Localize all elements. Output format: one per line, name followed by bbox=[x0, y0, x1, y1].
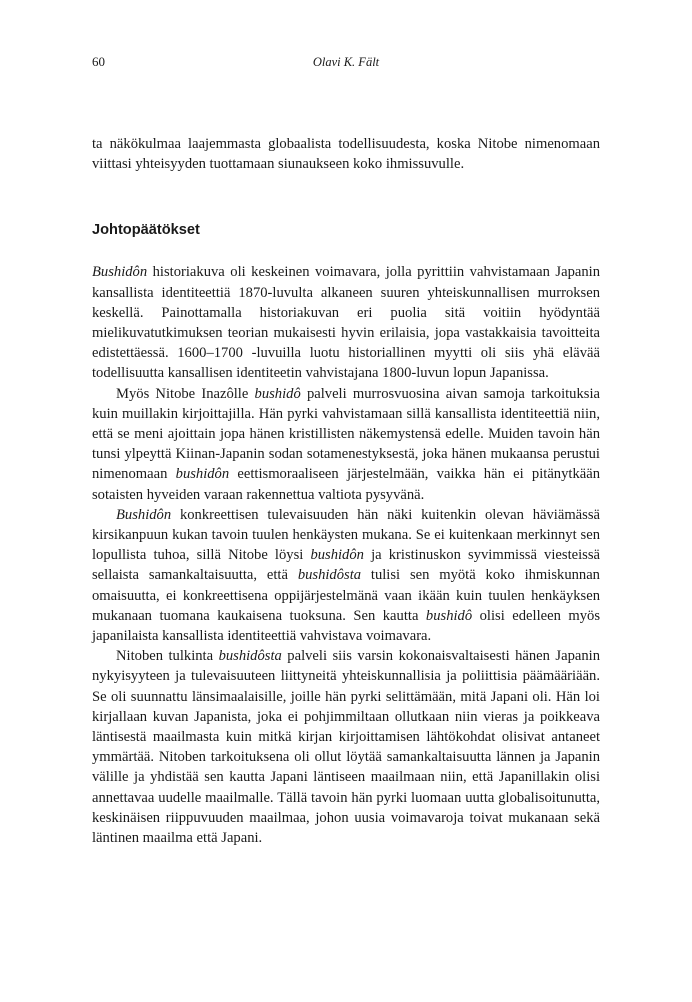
paragraph-2-text-b: palveli murrosvuosina aivan samoja tarkoituksia kuin muillakin kirjoittajilla. Hän pyrki vahvistamaan sillä kansallista identiteettiä niin, että se meni ajoittain jopa hänen kristillisten näkemystensä edelle. Muiden tavoin hän tunsi ylpeyttä Kiinan-Japanin sodan sotamenestyksestä, joka hänen mukaansa perustui nimenomaan bbox=[92, 385, 600, 483]
term-bushido: bushidô bbox=[254, 385, 301, 402]
paragraph-1-text: historiakuva oli keskeinen voimavara, jolla pyrittiin vahvistamaan Japanin kansallista identiteettiä 1870-luvulta alkaneen suuren yhteiskunnallisen murroksen keskellä. Painottamalla historiakuvan eri puolia sitä voitiin hyödyntää mielikuvatutkimuksen teorian mukaisesti hyvin erilaisia, jopa vastakkaisia tavoitteita edistettäessä. 1600–1700 -luvuilla luotu historiallinen myytti oli siis yhä elävää todellisuutta kansallisen identiteetin vahvistajana 1800-luvun lopun Japanissa. bbox=[92, 264, 600, 382]
page-number: 60 bbox=[92, 54, 105, 69]
paragraph-4 bbox=[92, 646, 600, 848]
paragraph-4-text-b: palveli siis varsin kokonaisvaltaisesti hänen Japanin nykyisyyteen ja tulevaisuuteen liittyneitä yhteiskunnallisia ja poliittisia päämääriään. Se oli suunnattu länsimaalaisille, joille hän pyrki selittämään, mitä Japani oli. Hän loi kirjallaan kuvan Japanista, joka ei pohjimmiltaan ollutkaan niin vieras ja poikkeava läntisestä maailmasta kuin mitkä kirjan kirjoittamisen lähtökohdat olisivat antaneet ymmärtää. Nitoben tarkoituksena oli ollut löytää samankaltaisuutta lännen ja Japanin välille ja yhdistää sen kautta Japani läntiseen maailmaan niin, että Japanillakin olisi annettavaa uudelle maailmalle. Tällä tavoin hän pyrki luomaan uutta globalisoitunutta, keskinäisen riippuvuuden maailmaa, johon uusia voimavaroja toivat mukanaan sekä läntinen maailma että Japani. bbox=[92, 648, 600, 847]
body-text bbox=[92, 134, 600, 848]
term-bushidon: bushidôn bbox=[175, 466, 230, 483]
paragraph-3-text-b: ja kristinuskon syvimmissä viesteissä sellaista samankaltaisuutta, että bbox=[92, 547, 600, 584]
term-bushidon: Bushidôn bbox=[92, 264, 148, 281]
paragraph-2-text-a: Myös Nitobe Inazôlle bbox=[116, 385, 255, 402]
paragraph-4-text-a: Nitoben tulkinta bbox=[116, 648, 219, 665]
running-head-author: Olavi K. Fält bbox=[312, 55, 380, 69]
paragraph-2-text-c: eettismoraaliseen järjestelmään, vaikka hän ei pitänytkään sotaisten hyveiden varaan rakennettua valtiota pysyvänä. bbox=[92, 466, 601, 503]
paragraph-2 bbox=[92, 384, 600, 505]
paragraph-3-text-a: konkreettisen tulevaisuuden hän näki kuitenkin olevan häviämässä kirsikanpuun kukan tavoin tuulen henkäysten mukana. Se ei kuitenkaan merkinnyt sen lopullista tuhoa, sillä Nitobe löysi bbox=[92, 506, 600, 564]
section-heading: Johtopäätökset bbox=[92, 222, 200, 239]
term-bushidon: bushidôn bbox=[310, 547, 364, 564]
intro-paragraph: ta näkökulmaa laajemmasta globaalista todellisuudesta, koska Nitobe nimenomaan viittasi yhteisyyden tuottamaan siunaukseen koko ihmissuvulle. bbox=[92, 136, 600, 173]
term-bushidosta: bushidôsta bbox=[218, 648, 282, 665]
paragraph-3-text-d: olisi edelleen myös japanilaista kansallista identiteettiä vahvistava voimavara. bbox=[92, 607, 600, 645]
term-bushidosta: bushidôsta bbox=[297, 567, 362, 584]
paragraph-3 bbox=[92, 505, 600, 646]
paragraph-1 bbox=[92, 262, 600, 383]
term-bushido: bushidô bbox=[425, 607, 473, 624]
paragraph-3-text-c: tulisi sen myötä koko ihmiskunnan omaisuutta, ei konkreettisena oppijärjestelmänä vaan ikään kuin tuulen henkäyksen mukanaan tuomana kaukaisena tuoksuna. Sen kautta bbox=[92, 567, 600, 624]
term-bushidon: Bushidôn bbox=[116, 506, 172, 523]
